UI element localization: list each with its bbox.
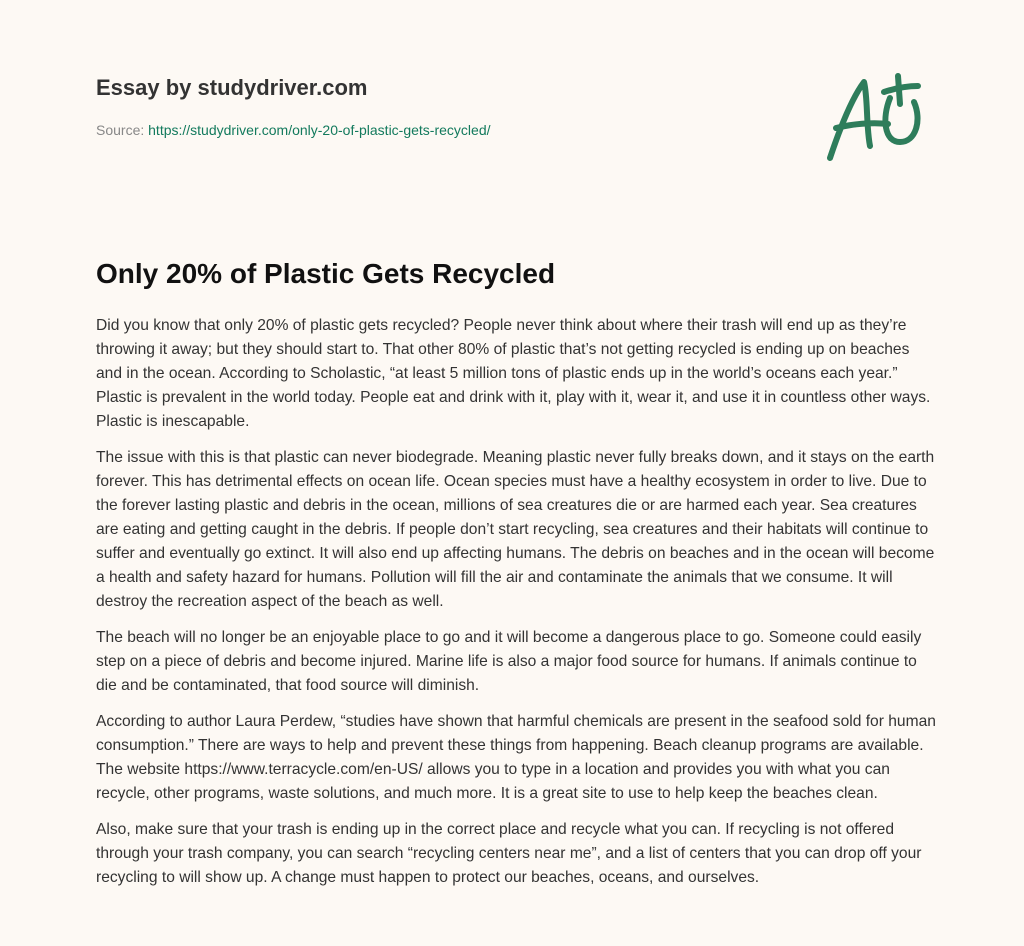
- essay-title: Only 20% of Plastic Gets Recycled: [96, 258, 556, 289]
- essay-paragraph: The issue with this is that plastic can never biodegrade. Meaning plastic never fully breaks down, and it stays on the earth forever. This has detrimental effects on ocean life. Ocean species must have a healthy ecosystem in order to live. Due to the forever lasting plastic and debris in the ocean, millions of sea creatures die or are harmed each year. Sea creatures are eating and getting caught in the debris. If people don’t start recycling, sea creatures and their habitats will continue to suffer and eventually go extinct. It will also end up affecting humans. The debris on beaches and in the ocean will become a health and safety hazard for humans. Pollution will fill the air and contaminate the animals that we consume. It will destroy the recreation aspect of the beach as well.: [96, 449, 935, 610]
- essay-paragraph: The beach will no longer be an enjoyable place to go and it will become a dangerous place to go. Someone could easily step on a piece of debris and become injured. Marine life is also a major food source for humans. If animals continue to die and be contaminated, that food source will diminish.: [96, 629, 922, 694]
- source-label: Source:: [96, 122, 149, 138]
- site-title: Essay by studydriver.com: [96, 75, 368, 100]
- a-plus-grade-icon: [822, 68, 928, 164]
- essay-paragraph: Did you know that only 20% of plastic gets recycled? People never think about where their trash will end up as they’re throwing it away; but they should start to. That other 80% of plastic that’s not getting recycled is ending up on beaches and in the ocean. According to Scholastic, “at least 5 million tons of plastic ends up in the world’s oceans each year.” Plastic is prevalent in the world today. People eat and drink with it, play with it, wear it, and use it in countless other ways. Plastic is inescapable.: [96, 317, 931, 430]
- essay-paragraph: According to author Laura Perdew, “studies have shown that harmful chemicals are present in the seafood sold for human consumption.” There are ways to help and prevent these things from happening. Beach cleanup programs are available. The website https://www.terracycle.com/en-US/ allows you to type in a location and provides you with what you can recycle, other programs, waste solutions, and much more. It is a great site to use to help keep the beaches clean.: [96, 713, 936, 802]
- source-link[interactable]: https://studydriver.com/only-20-of-plastic-gets-recycled/: [148, 122, 491, 138]
- page-header: [96, 72, 796, 140]
- essay-body: [96, 314, 936, 902]
- source-line: [96, 120, 796, 140]
- essay-paragraph: Also, make sure that your trash is ending up in the correct place and recycle what you can. If recycling is not offered through your trash company, you can search “recycling centers near me”, and a list of centers that you can drop off your recycling to will show up. A change must happen to protect our beaches, oceans, and ourselves.: [96, 821, 922, 886]
